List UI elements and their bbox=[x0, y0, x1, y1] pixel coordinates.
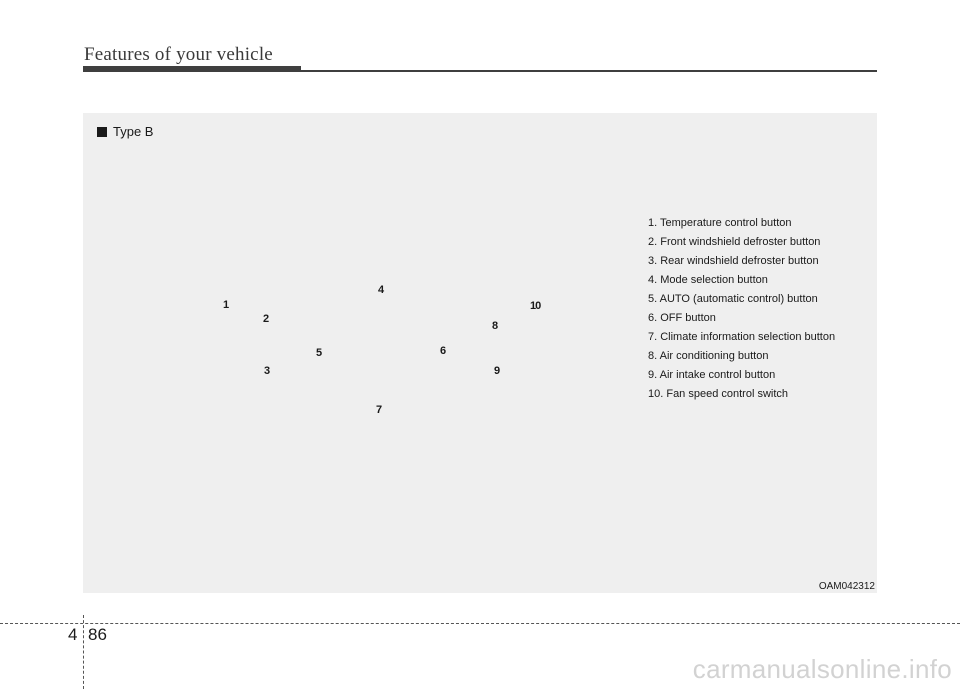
legend-item: 10. Fan speed control switch bbox=[648, 388, 789, 400]
callout-10: 10 bbox=[530, 300, 541, 312]
legend-list bbox=[648, 214, 835, 404]
legend-item: 9. Air intake control button bbox=[648, 369, 776, 381]
legend-item: 6. OFF button bbox=[648, 312, 716, 324]
callout-4: 4 bbox=[378, 284, 385, 296]
square-bullet-icon bbox=[97, 127, 107, 137]
legend-item: 1. Temperature control button bbox=[648, 217, 792, 229]
type-label bbox=[97, 124, 153, 139]
figure-code: OAM042312 bbox=[818, 581, 875, 592]
callout-3: 3 bbox=[264, 365, 271, 377]
header-rule-thin bbox=[301, 70, 877, 72]
callout-8: 8 bbox=[492, 320, 499, 332]
callout-2: 2 bbox=[263, 313, 270, 325]
legend-item: 3. Rear windshield defroster button bbox=[648, 255, 819, 267]
callout-9: 9 bbox=[494, 365, 501, 377]
figure-panel bbox=[83, 113, 877, 593]
footer-rule-horizontal bbox=[0, 623, 960, 624]
header-title: Features of your vehicle bbox=[84, 44, 273, 65]
page-number: 86 bbox=[88, 625, 107, 644]
legend-item: 2. Front windshield defroster button bbox=[648, 236, 821, 248]
footer-rule-vertical bbox=[83, 615, 84, 689]
callout-1: 1 bbox=[223, 299, 230, 311]
callout-7: 7 bbox=[376, 404, 383, 416]
callout-5: 5 bbox=[316, 347, 323, 359]
header-rule-thick bbox=[83, 66, 301, 72]
section-number: 4 bbox=[68, 625, 78, 644]
legend-item: 4. Mode selection button bbox=[648, 274, 768, 286]
type-label-text: Type B bbox=[113, 124, 154, 139]
watermark: carmanualsonline.info bbox=[692, 654, 952, 684]
legend-item: 8. Air conditioning button bbox=[648, 350, 769, 362]
legend-item: 5. AUTO (automatic control) button bbox=[648, 293, 818, 305]
legend-item: 7. Climate information selection button bbox=[648, 331, 836, 343]
callout-6: 6 bbox=[440, 345, 447, 357]
